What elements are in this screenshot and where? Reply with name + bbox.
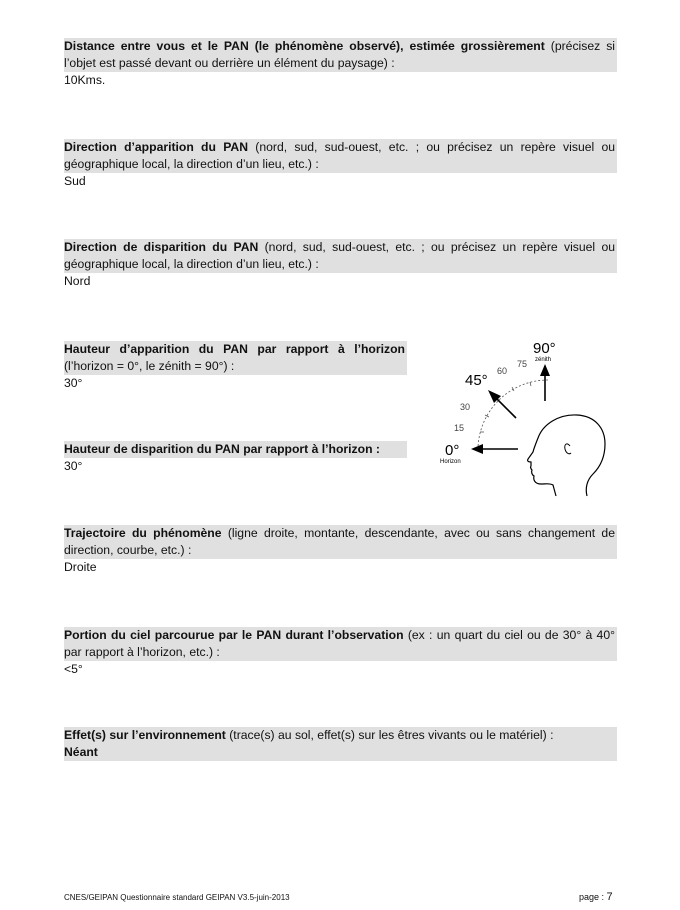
section-direction-disparition bbox=[64, 239, 617, 290]
label-zenith: zénith bbox=[535, 357, 552, 363]
ear-icon bbox=[565, 444, 571, 454]
question-distance-bold: Distance entre vous et le PAN (le phénomène observé), estimée grossièrement bbox=[64, 39, 545, 53]
answer-hauteur-apparition: 30° bbox=[64, 376, 83, 390]
question-distance-rest: (précisez si l’objet est passé devant ou derrière un élément du paysage) : bbox=[64, 39, 616, 70]
section-trajectoire bbox=[64, 525, 617, 576]
label-45: 45° bbox=[465, 372, 488, 389]
label-75: 75 bbox=[517, 359, 528, 369]
label-0: 0° bbox=[445, 442, 460, 459]
question-effets-bold: Effet(s) sur l’environnement bbox=[64, 728, 226, 742]
label-horizon: Horizon bbox=[440, 459, 461, 465]
section-portion-ciel bbox=[64, 627, 617, 678]
section-effets bbox=[64, 727, 617, 761]
answer-direction-disparition: Nord bbox=[64, 274, 91, 288]
answer-effets: Néant bbox=[64, 745, 98, 759]
question-hauteur-apparition-bold: Hauteur d’apparition du PAN par rapport à l’horizon bbox=[64, 342, 405, 356]
question-direction-disparition bbox=[64, 239, 617, 273]
answer-direction-apparition: Sud bbox=[64, 174, 86, 188]
question-portion-ciel-rest: (ex : un quart du ciel ou de 30° à 40° par rapport à l’horizon, etc.) : bbox=[64, 628, 615, 659]
footer-doc-title: CNES/GEIPAN Questionnaire standard GEIPAN V3.5-juin-2013 bbox=[64, 893, 290, 902]
question-effets bbox=[64, 727, 617, 744]
question-portion-ciel bbox=[64, 627, 617, 661]
question-effets-rest: (trace(s) au sol, effet(s) sur les êtres vivants ou le matériel) : bbox=[225, 728, 554, 742]
answer-distance: 10Kms. bbox=[64, 73, 106, 87]
footer-page-number bbox=[579, 891, 613, 903]
elevation-angle-diagram bbox=[425, 330, 625, 510]
footer-page-num: 7 bbox=[606, 891, 613, 903]
question-direction-apparition-rest: (nord, sud, sud-ouest, etc. ; ou précisez un repère visuel ou géographique local, la direction d’un lieu, etc.) : bbox=[64, 140, 616, 171]
question-trajectoire bbox=[64, 525, 617, 559]
label-15: 15 bbox=[454, 423, 465, 433]
arrow-horizon-head bbox=[471, 444, 483, 454]
section-direction-apparition bbox=[64, 139, 617, 190]
question-trajectoire-rest: (ligne droite, montante, descendante, avec ou sans changement de direction, courbe, etc.) : bbox=[64, 526, 615, 557]
head-silhouette-icon bbox=[528, 415, 605, 496]
question-hauteur-disparition-bold: Hauteur de disparition du PAN par rapport à l’horizon : bbox=[64, 442, 380, 456]
answer-hauteur-disparition: 30° bbox=[64, 459, 83, 473]
question-direction-disparition-bold: Direction de disparition du PAN bbox=[64, 240, 259, 254]
arc-tick-75 bbox=[530, 382, 531, 386]
question-trajectoire-bold: Trajectoire du phénomène bbox=[64, 526, 222, 540]
question-direction-disparition-rest: (nord, sud, sud-ouest, etc. ; ou précisez un repère visuel ou géographique local, la direction d’un lieu, etc.) : bbox=[64, 240, 615, 271]
question-portion-ciel-bold: Portion du ciel parcourue par le PAN durant l’observation bbox=[64, 628, 404, 642]
answer-trajectoire: Droite bbox=[64, 560, 97, 574]
question-hauteur-disparition bbox=[64, 441, 407, 458]
label-90: 90° bbox=[533, 340, 556, 357]
arrow-45 bbox=[495, 397, 516, 418]
section-distance bbox=[64, 38, 617, 89]
question-direction-apparition-bold: Direction d’apparition du PAN bbox=[64, 140, 249, 154]
answer-portion-ciel: <5° bbox=[64, 662, 83, 676]
label-30: 30 bbox=[460, 402, 471, 412]
section-hauteur-apparition bbox=[64, 341, 407, 392]
question-direction-apparition bbox=[64, 139, 617, 173]
question-hauteur-apparition-rest: (l’horizon = 0°, le zénith = 90°) : bbox=[64, 359, 235, 373]
footer-page-label: page : bbox=[579, 892, 607, 902]
arrow-zenith-head bbox=[540, 364, 550, 376]
question-hauteur-apparition bbox=[64, 341, 407, 375]
section-hauteur-disparition bbox=[64, 441, 407, 475]
label-60: 60 bbox=[497, 366, 508, 376]
question-distance bbox=[64, 38, 617, 72]
